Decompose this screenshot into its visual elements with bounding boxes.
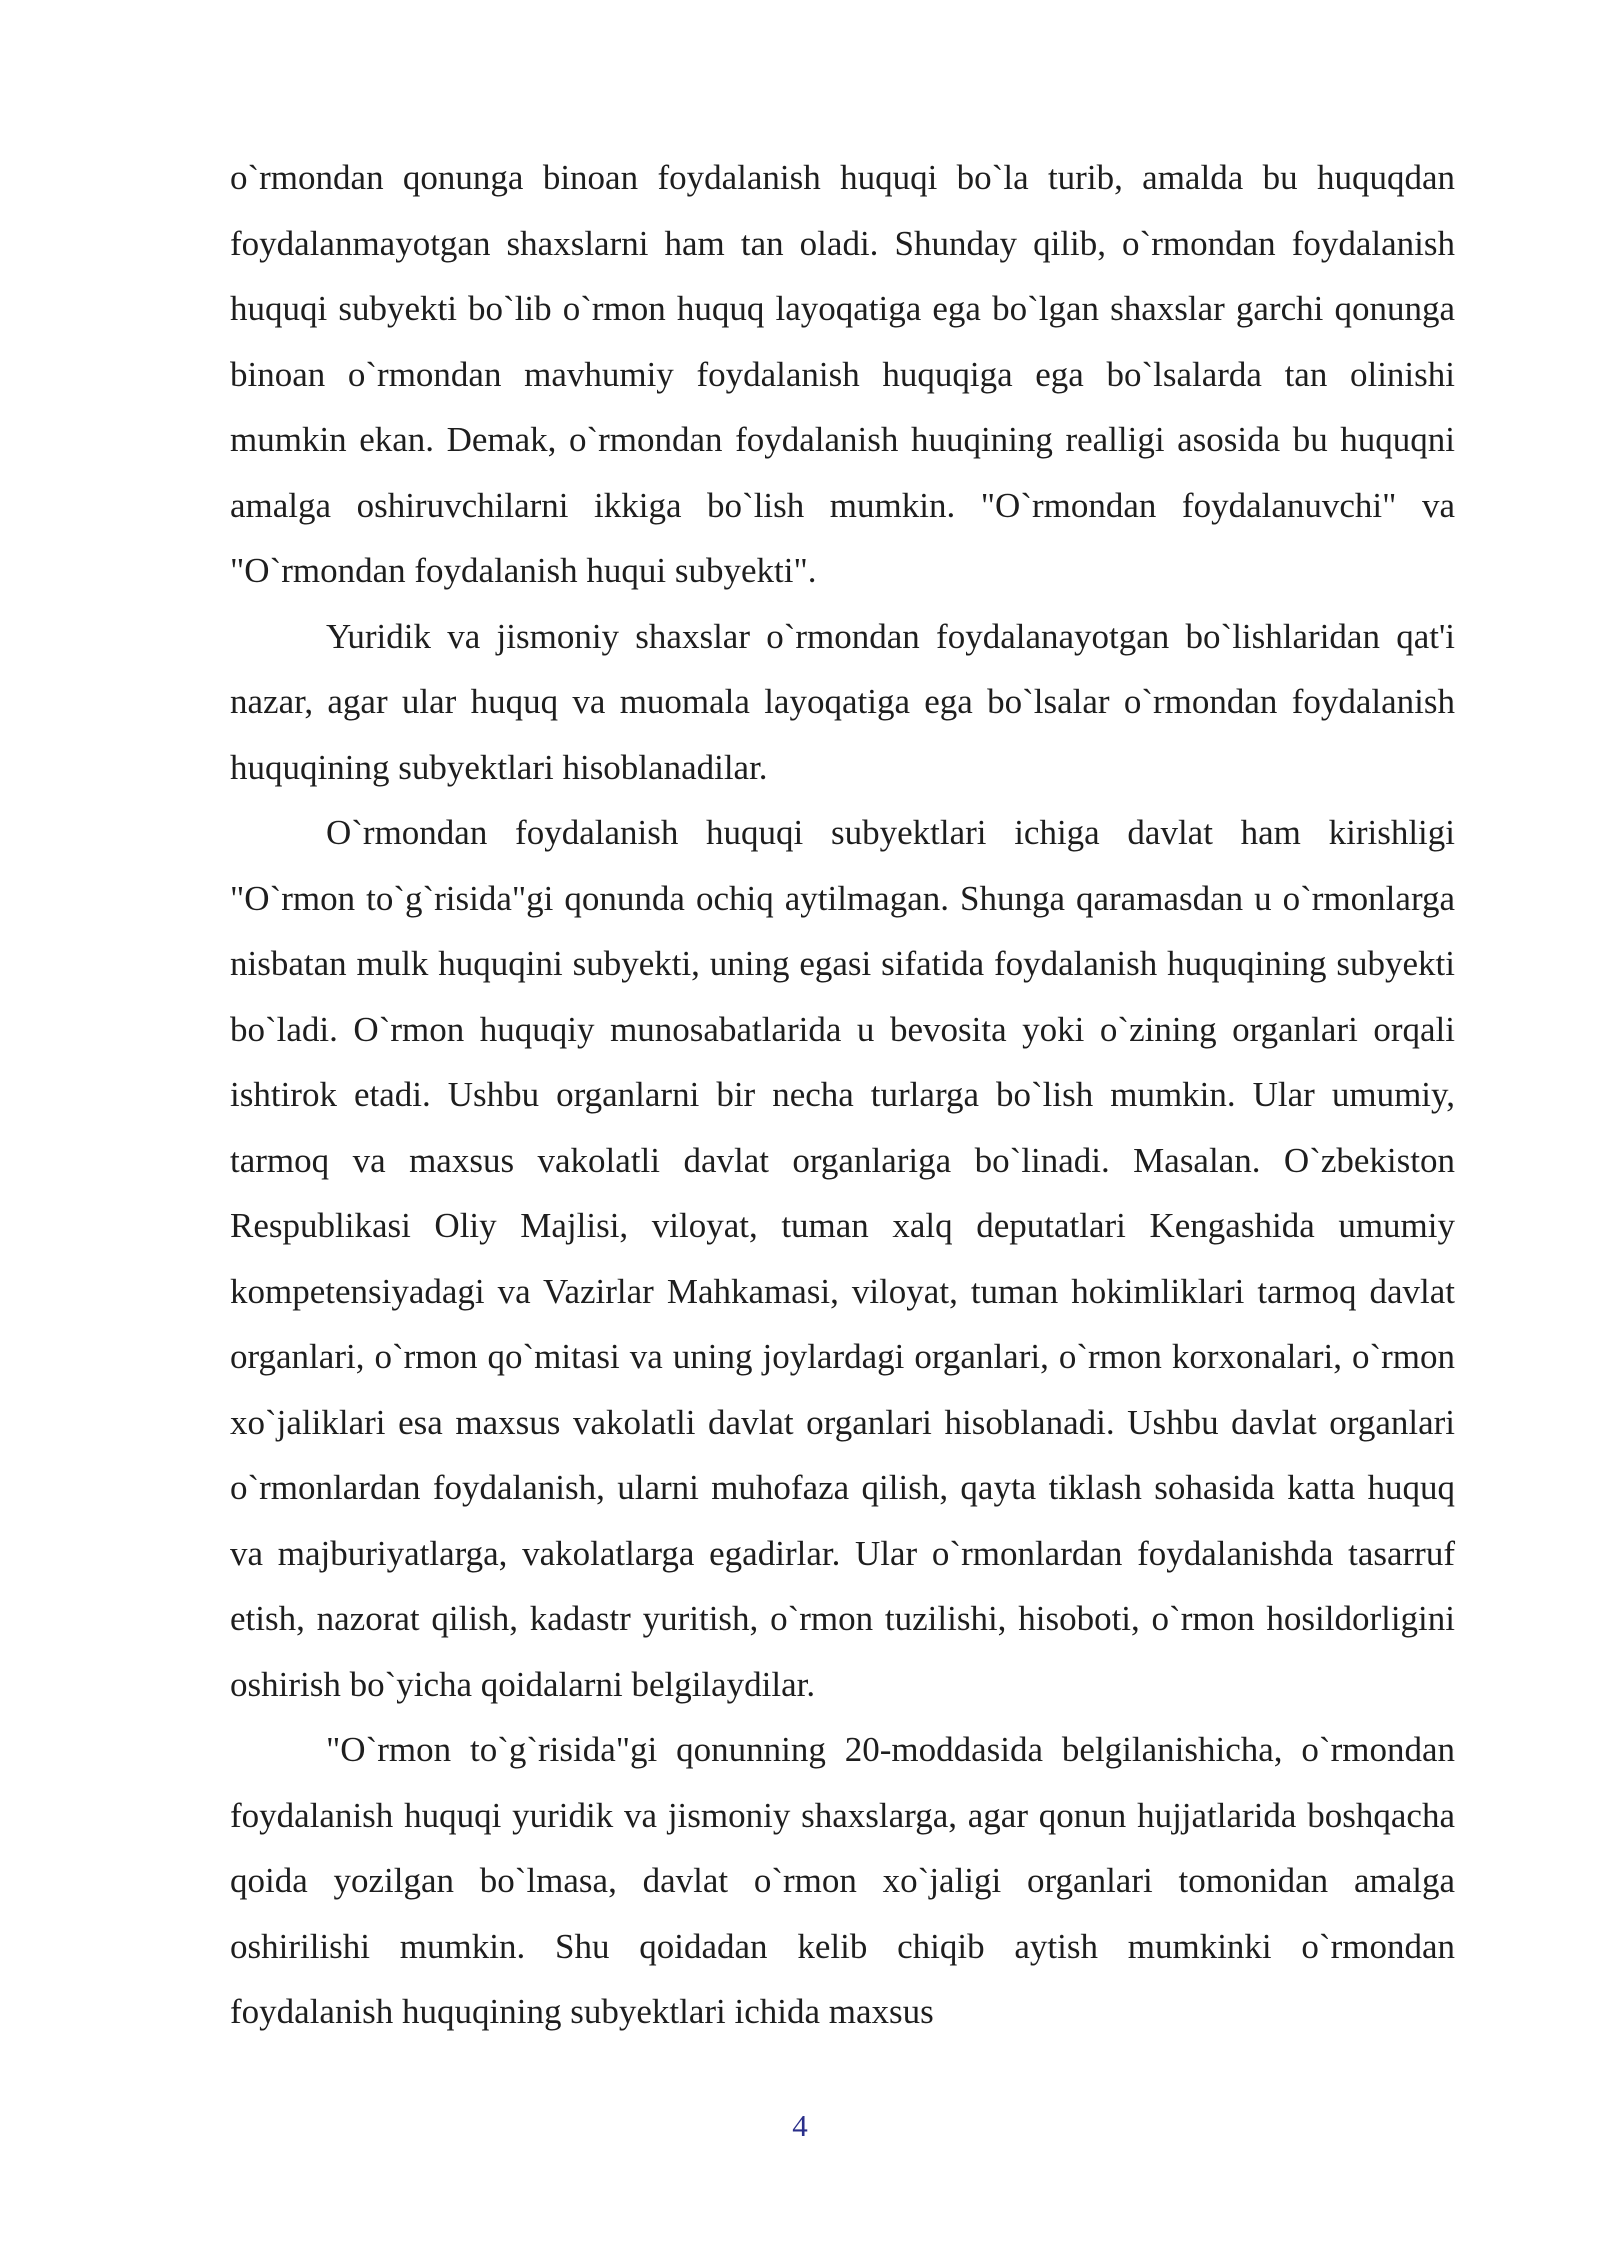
document-body	[230, 145, 1455, 2045]
paragraph-1: o`rmondan qonunga binoan foydalanish huquqi bo`la turib, amalda bu huquqdan foydalanmayotgan shaxslarni ham tan oladi. Shunday qilib, o`rmondan foydalanish huquqi subyekti bo`lib o`rmon huquq layoqatiga ega bo`lgan shaxslar garchi qonunga binoan o`rmondan mavhumiy foydalanish huquqiga ega bo`lsalarda tan olinishi mumkin ekan. Demak, o`rmondan foydalanish huuqining realligi asosida bu huquqni amalga oshiruvchilarni ikkiga bo`lish mumkin. "O`rmondan foydalanuvchi" va "O`rmondan foydalanish huqui subyekti".	[230, 158, 1455, 590]
paragraph-2: Yuridik va jismoniy shaxslar o`rmondan foydalanayotgan bo`lishlaridan qat'i nazar, agar ular huquq va muomala layoqatiga ega bo`lsalar o`rmondan foydalanish huquqining subyektlari hisoblanadilar.	[230, 616, 1455, 787]
page-number: 4	[792, 2108, 808, 2143]
paragraph-3: O`rmondan foydalanish huquqi subyektlari ichiga davlat ham kirishligi "O`rmon to`g`risida"gi qonunda ochiq aytilmagan. Shunga qaramasdan u o`rmonlarga nisbatan mulk huquqini subyekti, uning egasi sifatida foydalanish huquqining subyekti bo`ladi. O`rmon huquqiy munosabatlarida u bevosita yoki o`zining organlari orqali ishtirok etadi. Ushbu organlarni bir necha turlarga bo`lish mumkin. Ular umumiy, tarmoq va maxsus vakolatli davlat organlariga bo`linadi. Masalan. O`zbekiston Respublikasi Oliy Majlisi, viloyat, tuman xalq deputatlari Kengashida umumiy kompetensiyadagi va Vazirlar Mahkamasi, viloyat, tuman hokimliklari tarmoq davlat organlari, o`rmon qo`mitasi va uning joylardagi organlari, o`rmon korxonalari, o`rmon xo`jaliklari esa maxsus vakolatli davlat organlari hisoblanadi. Ushbu davlat organlari o`rmonlardan foydalanish, ularni muhofaza qilish, qayta tiklash sohasida katta huquq va majburiyatlarga, vakolatlarga egadirlar. Ular o`rmonlardan foydalanishda tasarruf etish, nazorat qilish, kadastr yuritish, o`rmon tuzilishi, hisoboti, o`rmon hosildorligini oshirish bo`yicha qoidalarni belgilaydilar.	[230, 813, 1455, 1704]
paragraph-4: "O`rmon to`g`risida"gi qonunning 20-moddasida belgilanishicha, o`rmondan foydalanish huquqi yuridik va jismoniy shaxslarga, agar qonun hujjatlarida boshqacha qoida yozilgan bo`lmasa, davlat o`rmon xo`jaligi organlari tomonidan amalga oshirilishi mumkin. Shu qoidadan kelib chiqib aytish mumkinki o`rmondan foydalanish huquqining subyektlari ichida maxsus	[230, 1730, 1455, 2031]
